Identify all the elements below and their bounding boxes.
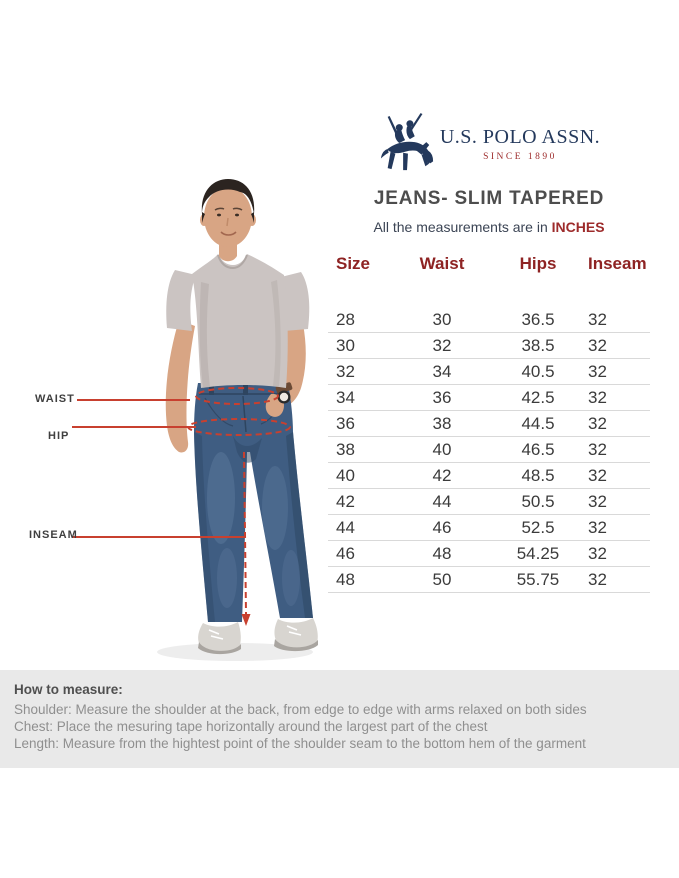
cell-waist: 38 xyxy=(432,414,452,433)
cell-hips: 48.5 xyxy=(521,466,555,485)
cell-waist: 36 xyxy=(432,388,452,407)
cell-inseam: 32 xyxy=(588,414,607,433)
table-row xyxy=(328,515,650,541)
measure-instruction-length: Length: Measure from the hightest point of the shoulder seam to the bottom hem of the garment xyxy=(14,736,586,751)
measurement-note xyxy=(328,219,650,235)
table-row xyxy=(328,437,650,463)
table-row xyxy=(328,489,650,515)
cell-inseam: 32 xyxy=(588,440,607,459)
inseam-label: INSEAM xyxy=(29,529,78,541)
cell-inseam: 32 xyxy=(588,388,607,407)
cell-hips: 52.5 xyxy=(521,518,555,537)
polo-horsemen-icon xyxy=(378,110,436,178)
cell-size: 46 xyxy=(336,544,355,563)
hip-label: HIP xyxy=(48,430,70,442)
cell-waist: 32 xyxy=(432,336,452,355)
size-chart-table xyxy=(328,253,650,589)
table-row xyxy=(328,567,650,593)
column-header-hips: Hips xyxy=(519,254,557,273)
cell-inseam: 32 xyxy=(588,310,607,329)
brand-since: SINCE 1890 xyxy=(483,152,557,162)
column-header-inseam: Inseam xyxy=(588,254,647,273)
table-row xyxy=(328,359,650,385)
cell-size: 44 xyxy=(336,518,355,537)
cell-size: 30 xyxy=(336,336,355,355)
cell-waist: 44 xyxy=(432,492,452,511)
cell-hips: 42.5 xyxy=(521,388,555,407)
table-row xyxy=(328,333,650,359)
how-to-measure-heading: How to measure: xyxy=(14,682,123,697)
table-row xyxy=(328,541,650,567)
cell-waist: 42 xyxy=(432,466,452,485)
left-arm xyxy=(166,320,195,452)
cell-waist: 40 xyxy=(432,440,452,459)
cell-hips: 46.5 xyxy=(521,440,555,459)
cell-hips: 38.5 xyxy=(521,336,555,355)
cell-size: 40 xyxy=(336,466,355,485)
cell-size: 36 xyxy=(336,414,355,433)
cell-size: 34 xyxy=(336,388,355,407)
cell-size: 28 xyxy=(336,310,355,329)
column-header-size: Size xyxy=(336,254,371,273)
model-photo xyxy=(115,178,350,670)
cell-hips: 36.5 xyxy=(521,310,555,329)
cell-waist: 34 xyxy=(432,362,452,381)
cell-inseam: 32 xyxy=(588,570,607,589)
cell-inseam: 32 xyxy=(588,518,607,537)
cell-inseam: 32 xyxy=(588,362,607,381)
table-row xyxy=(328,411,650,437)
cell-hips: 50.5 xyxy=(521,492,555,511)
cell-waist: 46 xyxy=(432,518,452,537)
table-row xyxy=(328,385,650,411)
cell-hips: 54.25 xyxy=(516,544,560,563)
size-chart-body xyxy=(328,307,650,593)
measure-instruction-shoulder: Shoulder: Measure the shoulder at the back, from edge to edge with arms relaxed on both sides xyxy=(14,702,587,717)
head xyxy=(204,187,252,247)
tshirt-sleeve-left xyxy=(166,270,196,331)
cell-size: 48 xyxy=(336,570,355,589)
cell-size: 32 xyxy=(336,362,355,381)
waist-label: WAIST xyxy=(35,393,75,405)
table-row xyxy=(328,463,650,489)
brand-name: U.S. POLO ASSN. xyxy=(439,126,601,148)
cell-hips: 44.5 xyxy=(521,414,555,433)
measure-instruction-chest: Chest: Place the mesuring tape horizontally around the largest part of the chest xyxy=(14,719,488,734)
measurement-note-text: All the measurements are in xyxy=(373,219,552,235)
column-header-waist: Waist xyxy=(419,254,465,273)
cell-inseam: 32 xyxy=(588,544,607,563)
brand-block xyxy=(328,110,650,178)
cell-size: 42 xyxy=(336,492,355,511)
measurement-unit: INCHES xyxy=(551,219,605,235)
page-title: JEANS- SLIM TAPERED xyxy=(373,188,605,209)
cell-inseam: 32 xyxy=(588,466,607,485)
cell-hips: 55.75 xyxy=(516,570,560,589)
cell-waist: 48 xyxy=(432,544,452,563)
cell-hips: 40.5 xyxy=(521,362,555,381)
cell-waist: 50 xyxy=(432,570,452,589)
cell-inseam: 32 xyxy=(588,336,607,355)
cell-waist: 30 xyxy=(432,310,452,329)
table-row xyxy=(328,307,650,333)
cell-size: 38 xyxy=(336,440,355,459)
how-to-measure-panel xyxy=(0,670,679,768)
cell-inseam: 32 xyxy=(588,492,607,511)
table-header-row xyxy=(328,253,650,275)
